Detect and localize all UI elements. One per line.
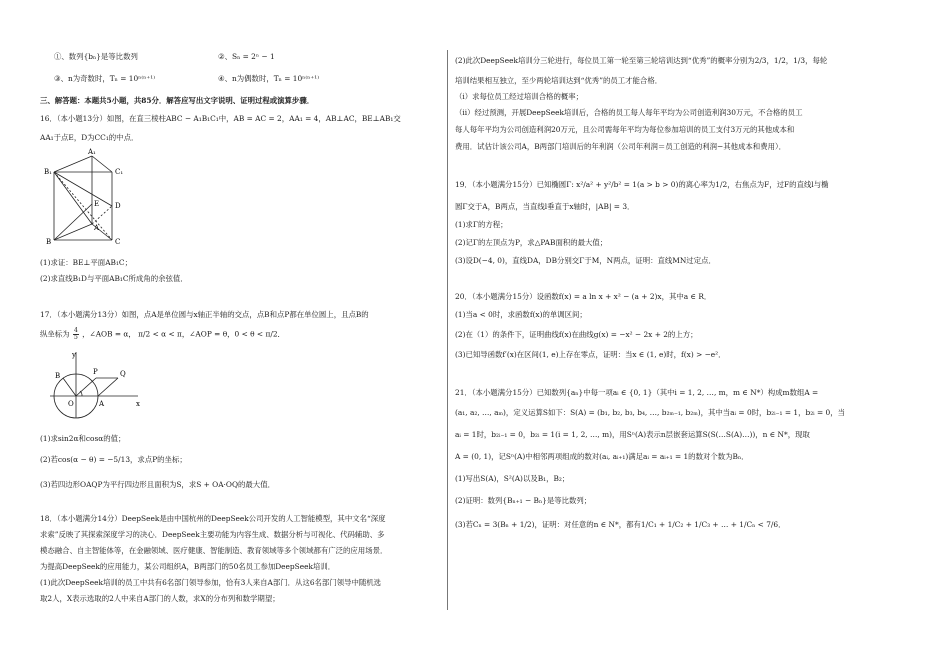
q19-sub2: (2)记Γ的左顶点为P，求△PAB面积的最大值； (455, 238, 608, 247)
q20-sub3: (3)已知导函数f′(x)在区间(1, e)上存在零点，证明：当x ∈ (1, e)时，f(x) > −e²． (455, 350, 726, 359)
q18-cont-line6: 费用．试估计该公司A，B两部门培训后的年利润（公司年利润＝员工创造的利润−其他成本和费用）． (455, 142, 787, 151)
q18-line2: 求索”反映了其探索深度学习的决心．DeepSeek主要功能为内容生成、数据分析与可视化、代码辅助、多 (40, 530, 385, 539)
fig17-label-y: y (72, 351, 76, 359)
prism-figure (44, 146, 154, 250)
fig17-label-P: P (93, 368, 98, 376)
q21-line2: (a₁, a₂, …, aₘ)，定义运算S如下：S(A) = (b₁, b₂, b₃, b₄, …, b₂ₘ₋₁, b₂ₘ)，其中当aᵢ = 0时，b₂ᵢ₋₁ = 1，b₂ᵢ = 0，当 (455, 408, 846, 417)
q18-line4: 为提高DeepSeek的应用能力，某公司组织A，B两部门的50名员工参加DeepSeek培训． (40, 562, 336, 571)
fig16-label-C1: C₁ (115, 168, 124, 176)
q17-line2 (40, 328, 285, 341)
fig16-label-B1: B₁ (44, 168, 52, 176)
q18-cont-line3: （ⅰ）求每位员工经过培训合格的概率； (455, 92, 584, 101)
q17-frac-den: 5 (73, 334, 78, 341)
q17-frac-num: 4 (73, 327, 78, 334)
fig17-label-x: x (136, 400, 140, 408)
fig17-label-O: O (68, 400, 74, 408)
q19-sub1: (1)求Γ的方程； (455, 220, 508, 229)
option-3: ③、n为奇数时，Tₙ = 10ⁿ⁽ⁿ⁺¹⁾ (54, 74, 156, 83)
q17-line2-c: π/2 < α < π，∠AOP = θ，0 < θ < π/2． (138, 329, 285, 339)
q18-cont-line2: 培训结果相互独立，至少两轮培训达到“优秀”的员工才能合格． (455, 76, 663, 85)
fig16-label-B: B (46, 238, 52, 246)
column-divider (447, 50, 448, 610)
q17-line1: 17．（本小题满分13分）如图，点A是单位圆与x轴正半轴的交点，点B和点P都在单位圆上，且点B的 (40, 310, 369, 319)
q17-line2-a: 纵坐标为 (40, 329, 70, 339)
fig17-label-A: A (99, 400, 105, 408)
q20-sub1: (1)当a < 0时，求函数f(x)的单调区间； (455, 310, 587, 319)
q21-line4: A = (0, 1)，记Sⁿ(A)中相邻两项组成的数对(aᵢ, aᵢ₊₁)满足aᵢ = aᵢ₊₁ = 1的数对个数为Bₙ． (455, 452, 749, 461)
q21-line3: aᵢ = 1时，b₂ᵢ₋₁ = 0，b₂ᵢ = 1(i = 1, 2, …, m)，用Sⁿ(A)表示n层嵌套运算S(S(…S(A)…))，n ∈ N*，现取 (455, 430, 810, 439)
q17-sub3: (3)若四边形OAQP为平行四边形且面积为S，求S + OA·OQ的最大值． (40, 480, 275, 489)
q17-sub2: (2)若cos(α − θ) = −5/13，求点P的坐标； (40, 455, 187, 464)
q18-line5: (1)此次DeepSeek培训的员工中共有6名部门领导参加，恰有3人来自A部门．从这6名部门领导中随机选 (40, 578, 382, 587)
fig17-label-Q: Q (120, 370, 126, 378)
fig17-label-B: B (55, 372, 61, 380)
q17-fraction (73, 328, 79, 341)
q21-sub1: (1)写出S(A)，S²(A)以及B₁，B₂； (455, 474, 570, 483)
q16-sub1: (1)求证：BE⊥平面AB₁C； (40, 258, 132, 267)
q18-cont-line5: 每人每年平均为公司创造利润20万元，且公司需每年平均为每位参加培训的员工支付3万元的其他成本和 (455, 125, 795, 134)
option-2: ②、Sₙ = 2ⁿ − 1 (218, 52, 275, 61)
q20-sub2: (2)在（1）的条件下，证明曲线f(x)在曲线g(x) = −x² − 2x + 2的上方； (455, 330, 698, 339)
q17-line2-b: ，∠AOB = α， (82, 329, 136, 339)
q16-sub2: (2)求直线B₁D与平面AB₁C所成角的余弦值． (40, 274, 188, 283)
q21-sub3: (3)若Cₙ = 3(Bₙ + 1/2)，证明：对任意的n ∈ N*，都有1/C₁ + 1/C₂ + 1/C₃ + … + 1/Cₙ < 7/6． (455, 520, 786, 529)
q16-line2: AA₁于点E，D为CC₁的中点． (40, 133, 139, 142)
fig16-label-A1: A₁ (88, 148, 96, 156)
q18-cont-line4: （ⅱ）经过预测，开展DeepSeek培训后，合格的员工每人每年平均为公司创造利润30万元，不合格的员工 (455, 108, 803, 117)
q18-line1: 18．（本小题满分14分）DeepSeek是由中国杭州的DeepSeek公司开发的人工智能模型，其中文名“深度 (40, 514, 386, 523)
fig16-label-C: C (115, 238, 121, 246)
q19-sub3: (3)设D(−4, 0)，直线DA，DB分别交Γ于M，N两点，证明：直线MN过定点． (455, 256, 716, 265)
q17-sub1: (1)求sin2α和cosα的值； (40, 434, 126, 443)
q16-line1: 16．（本小题13分）如图，在直三棱柱ABC − A₁B₁C₁中，AB = AC = 2，AA₁ = 4，AB⊥AC，BE⊥AB₁交 (40, 114, 401, 123)
fig16-label-D: D (115, 202, 121, 210)
q21-line1: 21．（本小题满分15分）已知数列{aₙ}中每一项aᵢ ∈ {0, 1}（其中i = 1, 2, …, m，m ∈ N*）构成m数组A = (455, 388, 819, 397)
fig16-label-E: E (94, 200, 100, 208)
q18-line6: 取2人，X表示选取的2人中来自A部门的人数，求X的分布列和数学期望； (40, 594, 280, 603)
option-1: ①、数列{bₙ}是等比数列 (54, 52, 138, 61)
option-4: ④、n为偶数时，Tₙ = 10ⁿ⁽ⁿ⁺¹⁾ (218, 74, 320, 83)
section-heading: 三、解答题：本题共5小题，共85分．解答应写出文字说明、证明过程或演算步骤． (40, 96, 315, 105)
unit-circle-figure (46, 350, 146, 420)
q20-line1: 20．（本小题满分15分）设函数f(x) = a ln x + x² − (a + 2)x，其中a ∈ R． (455, 292, 712, 301)
q19-line1: 19．（本小题满分15分）已知椭圆Γ: x²/a² + y²/b² = 1(a > b > 0)的离心率为1/2，右焦点为F，过F的直线l与椭 (455, 180, 829, 189)
q19-line2: 圆Γ交于A，B两点，当直线l垂直于x轴时，|AB| = 3． (455, 202, 635, 211)
q21-sub2: (2)证明：数列{Bₙ₊₁ − Bₙ}是等比数列； (455, 496, 592, 505)
q18-cont-line1: (2)此次DeepSeek培训分三轮进行，每位员工第一轮至第三轮培训达到“优秀”的概率分别为2/3，1/2，1/3，每轮 (455, 56, 828, 65)
fig16-label-A: A (94, 224, 100, 232)
q18-line3: 模态融合、自主智能体等，在金融领域、医疗健康、智能制造、教育领域等多个领域都有广泛的应用场景． (40, 546, 388, 555)
